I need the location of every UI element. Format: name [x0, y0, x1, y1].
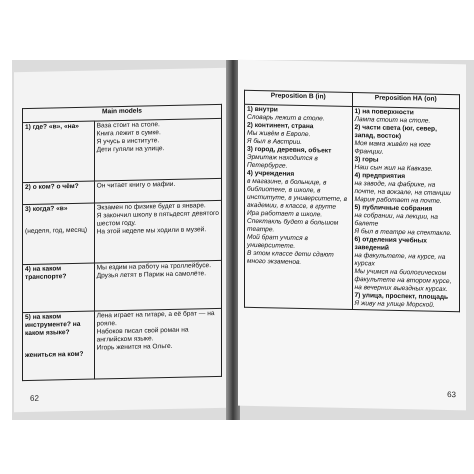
rule-example: Наш сын жил на Кавказе.	[354, 164, 433, 173]
main-models-table	[22, 104, 222, 381]
example-cell	[94, 178, 221, 203]
model-row	[23, 200, 222, 264]
rule-example: Лампа стоит на столе.	[354, 116, 431, 125]
rule-example: Я живу на улице Морской.	[354, 300, 435, 309]
column-v	[245, 104, 353, 309]
rule-example: Мой брат учится в университете.	[247, 233, 308, 250]
rule-example: Спектакль будет в большом театре.	[247, 217, 339, 234]
page-number-left: 62	[30, 393, 39, 403]
rule-example: на собрании, на лекции, на балете	[354, 212, 438, 228]
left-page	[14, 68, 228, 412]
example-cell	[94, 200, 221, 263]
question-text: (неделя, год, месяц)	[25, 226, 88, 236]
rule-heading: 4) предприятия	[354, 172, 406, 181]
rule-example: Я был в театре на спектакле.	[354, 228, 452, 238]
example-sentence: На этой неделе мы ходили в музей.	[96, 226, 207, 236]
example-cell	[94, 118, 221, 181]
question-text: 2) о ком? о чём?	[25, 182, 79, 192]
question-cell	[23, 181, 95, 205]
rule-heading: 2) части света (юг, север, запад, восток)	[354, 124, 437, 141]
rule-example: Мы живём в Европе.	[247, 129, 311, 139]
question-text: женитьcя на ком?	[25, 350, 84, 360]
question-cell	[23, 121, 95, 183]
right-page	[238, 60, 466, 411]
example-cell	[94, 308, 221, 379]
question-text: 4) на каком транспорте?	[25, 265, 67, 282]
rule-example: на факультете, на курсе, на курсах	[354, 252, 446, 268]
header-preposition-na: Preposition НА (on)	[352, 93, 460, 109]
main-models-header: Main models	[23, 104, 222, 122]
example-sentence: Я учусь в институте.	[96, 137, 160, 146]
rule-heading: 1) на поверхности	[354, 108, 414, 117]
rule-example: Мы учимся на биологическом факультете на втором курсе, на вечерних выездных курсах.	[354, 268, 452, 294]
example-sentence: Мы ездим на работу на троллейбусе.	[96, 262, 212, 272]
rule-example: Моя мама живёт на юге Франции.	[354, 140, 431, 156]
rule-example: Я был в Австрии.	[247, 137, 302, 146]
rule-heading: 4) учреждения	[247, 169, 295, 178]
example-sentence: Экзамен по физике будет в январе.	[96, 202, 206, 212]
rule-heading: 6) отделения учебных заведений	[354, 236, 427, 252]
rule-example: Эрмитаж находится в Петербурге.	[247, 153, 318, 170]
rule-example: В этом классе дети сдают много экзаменов.	[247, 249, 334, 266]
question-cell	[23, 263, 95, 313]
question-text: 3) когда? «в»	[25, 205, 68, 214]
example-sentence: Дети гуляли на улице.	[96, 145, 165, 154]
page-number-right: 63	[447, 389, 456, 400]
rule-example: в магазине, в больнице, в библиотеке, в школе, в институте, в университете, в академии, в классе, в группе	[247, 177, 348, 211]
example-cell	[94, 260, 221, 311]
column-na	[352, 107, 460, 312]
rule-heading: 5) публичные собрания	[354, 204, 433, 213]
model-row	[23, 260, 222, 312]
rule-heading: 3) горы	[354, 156, 379, 164]
rule-heading: 2) континент, страна	[247, 121, 314, 131]
question-cell	[23, 311, 95, 381]
rule-example: Словарь лежит в столе.	[247, 113, 325, 123]
example-sentence: Я закончил школу в пятьдесят девятого шестом году.	[96, 209, 219, 228]
model-row	[23, 308, 222, 380]
example-sentence: Набоков писал свой роман на английском языке.	[96, 326, 189, 344]
question-cell	[23, 203, 95, 265]
example-sentence: Лена играет на гитаре, а её брат — на рояле.	[96, 310, 215, 328]
example-sentence: Игорь женится на Ольге.	[96, 342, 173, 352]
example-sentence: Ваза стоит на столе.	[96, 121, 160, 130]
question-text: 1) где? «в», «на»	[25, 122, 79, 132]
rule-example: Мария работает на почте.	[354, 196, 442, 205]
rule-heading: 7) улица, проспект, площадь	[354, 292, 449, 302]
example-sentence: Он читает книгу о мафии.	[96, 180, 176, 190]
rule-example: Ира работает в школе.	[247, 209, 323, 219]
model-row	[23, 118, 222, 182]
example-sentence: Друзья летят в Париж на самолёте.	[96, 270, 207, 280]
rule-heading: 1) внутри	[247, 105, 278, 114]
question-text: 5) на каком инструменте? на каком языке?	[25, 313, 81, 338]
rule-example: на заводе, на фабрике, на почте, на вокзале, на станции	[354, 180, 451, 198]
example-sentence: Книга лежит в сумке.	[96, 129, 161, 138]
header-preposition-v: Preposition В (in)	[245, 90, 353, 106]
rule-heading: 3) город, деревня, объект	[247, 145, 332, 155]
prepositions-table	[244, 90, 460, 313]
